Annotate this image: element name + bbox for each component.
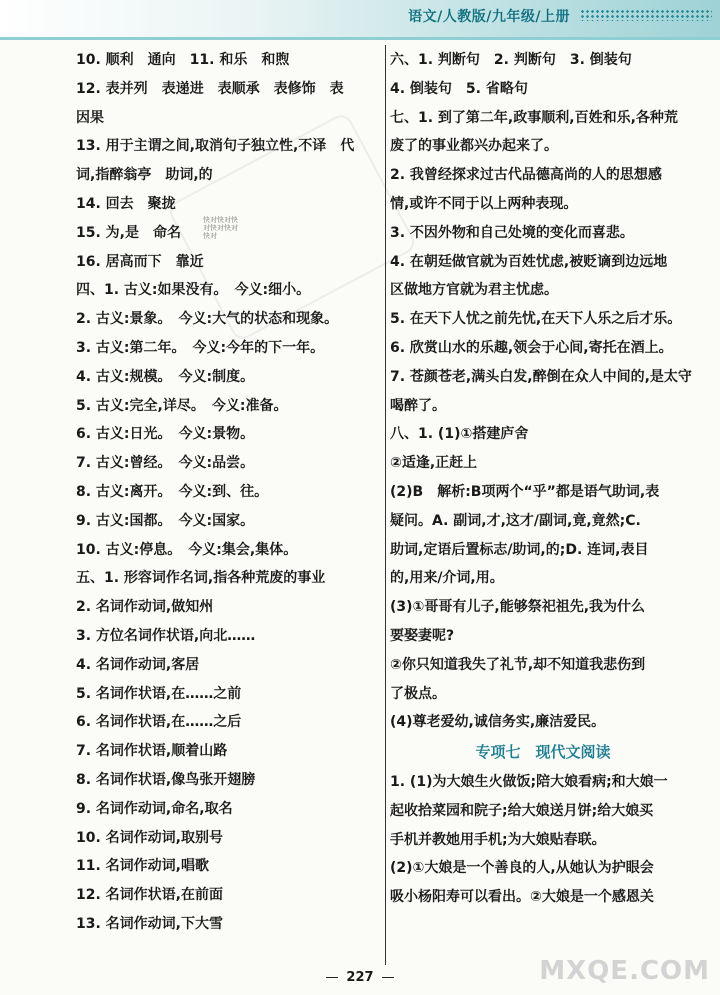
answer-line: 13. 用于主谓之间,取消句子独立性,不译 代 bbox=[76, 138, 355, 155]
answer-line: 2. 古义:景象。 今义:大气的状态和现象。 bbox=[76, 311, 339, 328]
answer-line: 助词,定语后置标志/助词,的;D. 连词,表目 bbox=[390, 541, 649, 558]
answer-line: 12. 名词作状语,在前面 bbox=[76, 887, 223, 904]
header-bar bbox=[0, 0, 720, 40]
answer-line: 吸小杨阳寿可以看出。②大娘是一个感恩关 bbox=[390, 889, 654, 906]
answer-line: 13. 名词作动词,下大雪 bbox=[76, 915, 223, 932]
answer-line: 6. 古义:日光。 今义:景物。 bbox=[76, 426, 255, 443]
answer-line: 六、1. 判断句 2. 判断句 3. 倒装句 bbox=[390, 52, 632, 68]
answer-line: 5. 古义:完全,详尽。 今义:准备。 bbox=[76, 397, 288, 414]
answer-line: 情,或许不同于以上两种表现。 bbox=[390, 195, 578, 212]
answer-line: 7. 苍颜苍老,满头白发,醉倒在众人中间的,是太守 bbox=[390, 368, 692, 385]
answer-line: 四、1. 古义:如果没有。 今义:细小。 bbox=[76, 282, 311, 299]
answer-line: 废了的事业都兴办起来了。 bbox=[390, 138, 558, 155]
column-divider bbox=[385, 45, 386, 965]
header-dot-pattern bbox=[580, 9, 712, 21]
answer-line: (2)①大娘是一个善良的人,从她认为护眼会 bbox=[390, 860, 654, 877]
answer-line: 9. 古义:国都。 今义:国家。 bbox=[76, 512, 255, 529]
answer-line: 4. 名词作动词,客居 bbox=[76, 656, 200, 673]
answer-line: 专项七 现代文阅读 bbox=[475, 743, 611, 762]
answer-line: 6. 名词作状语,在……之后 bbox=[76, 714, 242, 731]
stamp-text: 快对快对快对快对快对快对 bbox=[203, 216, 238, 240]
answer-line: 4. 在朝廷做官就为百姓忧虑,被贬谪到边远地 bbox=[390, 253, 668, 270]
answer-line: 16. 居高而下 靠近 bbox=[76, 253, 204, 270]
answer-line: (2)B 解析:B项两个“乎”都是语气助词,表 bbox=[390, 483, 660, 500]
answer-line: 区做地方官就为君主忧虑。 bbox=[390, 282, 558, 299]
answer-line: 4. 倒装句 5. 省略句 bbox=[390, 80, 528, 97]
answer-line: 因果 bbox=[76, 109, 104, 126]
answer-line: 10. 名词作动词,取别号 bbox=[76, 829, 223, 846]
answer-line: 要娶妻呢? bbox=[390, 627, 455, 644]
answer-line: 5. 在天下人忧之前先忧,在天下人乐之后才乐。 bbox=[390, 311, 682, 328]
answer-line: 4. 古义:规模。 今义:制度。 bbox=[76, 368, 255, 385]
answer-line: 3. 方位名词作状语,向北…… bbox=[76, 627, 256, 644]
answer-line: 疑问。A. 副词,才,这才/副词,竟,竟然;C. bbox=[390, 512, 641, 529]
answer-line: 11. 名词作动词,唱歌 bbox=[76, 858, 209, 875]
answer-line: 14. 回去 聚拢 bbox=[76, 195, 176, 212]
answer-line: 词,指醉翁亭 助词,的 bbox=[76, 167, 213, 184]
answer-line: 喝醉了。 bbox=[390, 397, 446, 414]
answer-line: 手机并教她用手机;为大娘贴春联。 bbox=[390, 831, 606, 848]
answer-line: 15. 为,是 命名 bbox=[76, 224, 181, 241]
answer-line: (4)尊老爱幼,诚信务实,廉洁爱民。 bbox=[390, 714, 606, 731]
answer-line: 8. 名词作状语,像鸟张开翅膀 bbox=[76, 771, 256, 788]
answer-line: ②你只知道我失了礼节,却不知道我悲伤到 bbox=[390, 656, 646, 673]
answer-line: 5. 名词作状语,在……之前 bbox=[76, 685, 242, 702]
answer-line: 1. (1)为大娘生火做饭;陪大娘看病;和大娘一 bbox=[390, 773, 668, 790]
answer-line: 9. 名词作动词,命名,取名 bbox=[76, 800, 233, 817]
left-column bbox=[76, 46, 378, 939]
answer-line: ②适逢,正赶上 bbox=[390, 455, 478, 472]
page-number: 227 bbox=[0, 970, 720, 985]
footer-watermark: MXQE.COM bbox=[539, 956, 710, 986]
answer-line: 10. 顺利 通向 11. 和乐 和煦 bbox=[76, 52, 290, 68]
answer-line: 五、1. 形容词作名词,指各种荒废的事业 bbox=[76, 570, 326, 587]
answer-line: 10. 古义:停息。 今义:集会,集体。 bbox=[76, 541, 298, 558]
answer-line: 12. 表并列 表递进 表顺承 表修饰 表 bbox=[76, 80, 344, 97]
answer-line: 的,用来/介词,用。 bbox=[390, 570, 504, 587]
answer-line: 起收拾菜园和院子;给大娘送月饼;给大娘买 bbox=[390, 802, 654, 819]
answer-line: 7. 古义:曾经。 今义:品尝。 bbox=[76, 455, 255, 472]
answer-line: 八、1. (1)①搭建庐舍 bbox=[390, 426, 529, 443]
right-column bbox=[390, 46, 696, 912]
answer-line: 七、1. 到了第二年,政事顺利,百姓和乐,各种荒 bbox=[390, 109, 678, 126]
answer-line: 2. 名词作动词,做知州 bbox=[76, 599, 214, 616]
header-label: 语文/人教版/九年级/上册 bbox=[408, 9, 570, 25]
answer-line: 2. 我曾经探求过古代品德高尚的人的思想感 bbox=[390, 167, 662, 184]
answer-line: 8. 古义:离开。 今义:到、往。 bbox=[76, 483, 269, 500]
answer-line: 了极点。 bbox=[390, 685, 446, 702]
answer-line: 3. 古义:第二年。 今义:今年的下一年。 bbox=[76, 339, 325, 356]
answer-line: 7. 名词作状语,顺着山路 bbox=[76, 743, 228, 760]
answer-line: 3. 不因外物和自己处境的变化而喜悲。 bbox=[390, 224, 634, 241]
answer-line: 6. 欣赏山水的乐趣,领会于心间,寄托在酒上。 bbox=[390, 339, 673, 356]
answer-line: (3)①哥哥有儿子,能够祭祀祖先,我为什么 bbox=[390, 599, 646, 616]
